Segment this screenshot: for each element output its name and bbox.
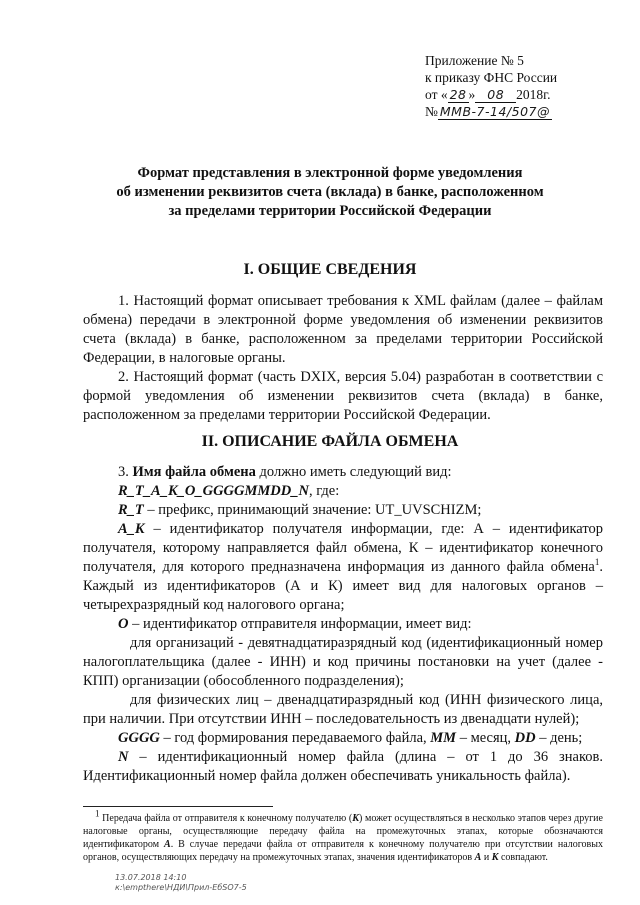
item-n [83, 748, 603, 786]
footnote-num: 1 [95, 808, 100, 819]
document-title [60, 164, 600, 221]
item-o [83, 615, 603, 634]
section-1-body [83, 292, 603, 425]
footnote-c: . В случае передачи файла от отправителя к конечному получателю при отсутствии налоговых органов, осуществляющих передачу на промежуточных этапах, значения идентификаторов [83, 839, 603, 863]
date-suffix: г. [543, 87, 551, 102]
date-mid: » [468, 87, 476, 102]
date-prefix: от « [425, 87, 448, 102]
appendix-date [425, 86, 557, 103]
dd-text: – день; [535, 730, 583, 746]
paragraph-2: 2. Настоящий формат (часть DXIX, версия 5.04) разработан в соответствии с формой уведомления об изменении реквизитов счета (вклада) в банке, расположенном за пределами территории Российской Федерации. [83, 369, 603, 423]
appendix-line-1: Приложение № 5 [425, 53, 524, 68]
date-day: 28 [449, 87, 467, 102]
number-value: ММВ-7-14/507@ [439, 104, 550, 119]
mm-key: MM [430, 730, 457, 746]
item-rt [83, 501, 603, 520]
appendix-number [425, 103, 557, 120]
footnote-b: ) может осуществляться в несколько этапов через другие налоговые органы, осуществляющие передачу файла на промежуточных этапах, которые обозначаются идентификатором [83, 813, 603, 850]
number-prefix: № [425, 104, 438, 119]
footnote-d: совпадают. [498, 852, 548, 863]
mm-text: – месяц, [456, 730, 515, 746]
print-stamp [115, 873, 247, 893]
date-month: 08 [475, 87, 516, 103]
pattern: R_T_A_K_O_GGGGMMDD_N [118, 483, 309, 499]
ak-text-2: . Каждый из идентификаторов (А и К) имеет вид для налоговых органов – четырехразрядный код налогового органа; [83, 559, 603, 613]
footnote-k2: К [491, 852, 499, 863]
section-2-body [83, 463, 603, 786]
item-date [83, 729, 603, 748]
dd-key: DD [514, 730, 536, 746]
ak-text: – идентификатор получателя информации, где: А – идентификатор получателя, которому направляется файл обмена, К – идентификатор конечного получателя, для которого предназначена информация из данного файла обмена [83, 521, 603, 575]
stamp-line-2: к:\empthere\НДИ\Прил-ЕбSО7-5 [115, 883, 247, 892]
item-org: для организаций - девятнадцатиразрядный код (идентификационный номер налогоплательщика (далее - ИНН) и код причины постановки на учет (далее - КПП) организации (обособленного подразделения); [83, 635, 603, 689]
date-year: 2018 [516, 87, 544, 102]
o-text: – идентификатор отправителя информации, имеет вид: [128, 616, 472, 632]
footnote-and: и [481, 852, 492, 863]
g-text: – год формирования передаваемого файла, [159, 730, 431, 746]
pattern-rest: , где: [308, 483, 340, 499]
p3-rest: должно иметь следующий вид: [259, 464, 452, 480]
stamp-line-1: 13.07.2018 14:10 [115, 873, 187, 882]
footnote-k: К [352, 813, 360, 824]
item-fl: для физических лиц – двенадцатиразрядный код (ИНН физического лица, при наличии. При отсутствии ИНН – последовательность из двенадцати нулей); [83, 692, 603, 727]
title-line-3: за пределами территории Российской Федерации [168, 203, 492, 219]
footnote-a2: А [474, 852, 482, 863]
p3-num: 3. [118, 464, 129, 480]
footnote-a-id: А [164, 839, 171, 850]
g-key: GGGG [118, 730, 160, 746]
section-2-heading: II. ОПИСАНИЕ ФАЙЛА ОБМЕНА [201, 433, 459, 450]
ak-key: A_K [118, 521, 145, 537]
n-text: – идентификационный номер файла (длина – от 1 до 36 знаков. Идентификационный номер файла должен обеспечивать уникальность файла). [83, 749, 603, 784]
section-1-heading: I. ОБЩИЕ СВЕДЕНИЯ [243, 261, 417, 278]
paragraph-1: 1. Настоящий формат описывает требования к XML файлам (далее – файлам обмена) передачи в электронной форме уведомления об изменении реквизитов счета (вклада) в банке, расположенном за пределами территории Российской Федерации, в налоговые органы. [83, 293, 603, 366]
footnote-ref: 1 [594, 557, 600, 568]
footnote-a: Передача файла от отправителя к конечному получателю ( [99, 813, 353, 824]
rt-text: – префикс, принимающий значение: UT_UVSCHIZM; [143, 502, 482, 518]
footnote [83, 808, 603, 864]
title-line-1: Формат представления в электронной форме уведомления [137, 165, 523, 181]
p3-bold: Имя файла обмена [132, 464, 256, 480]
footnote-text [83, 808, 603, 864]
paragraph-3 [83, 463, 603, 482]
appendix-block [425, 52, 557, 120]
file-name-pattern [83, 482, 603, 501]
o-key: O [118, 616, 129, 632]
rt-key: R_T [118, 502, 144, 518]
title-line-2: об изменении реквизитов счета (вклада) в банке, расположенном [116, 184, 544, 200]
footnote-separator [83, 806, 273, 807]
n-key: N [118, 749, 129, 765]
appendix-line-2: к приказу ФНС России [425, 70, 558, 85]
item-ak [83, 520, 603, 615]
